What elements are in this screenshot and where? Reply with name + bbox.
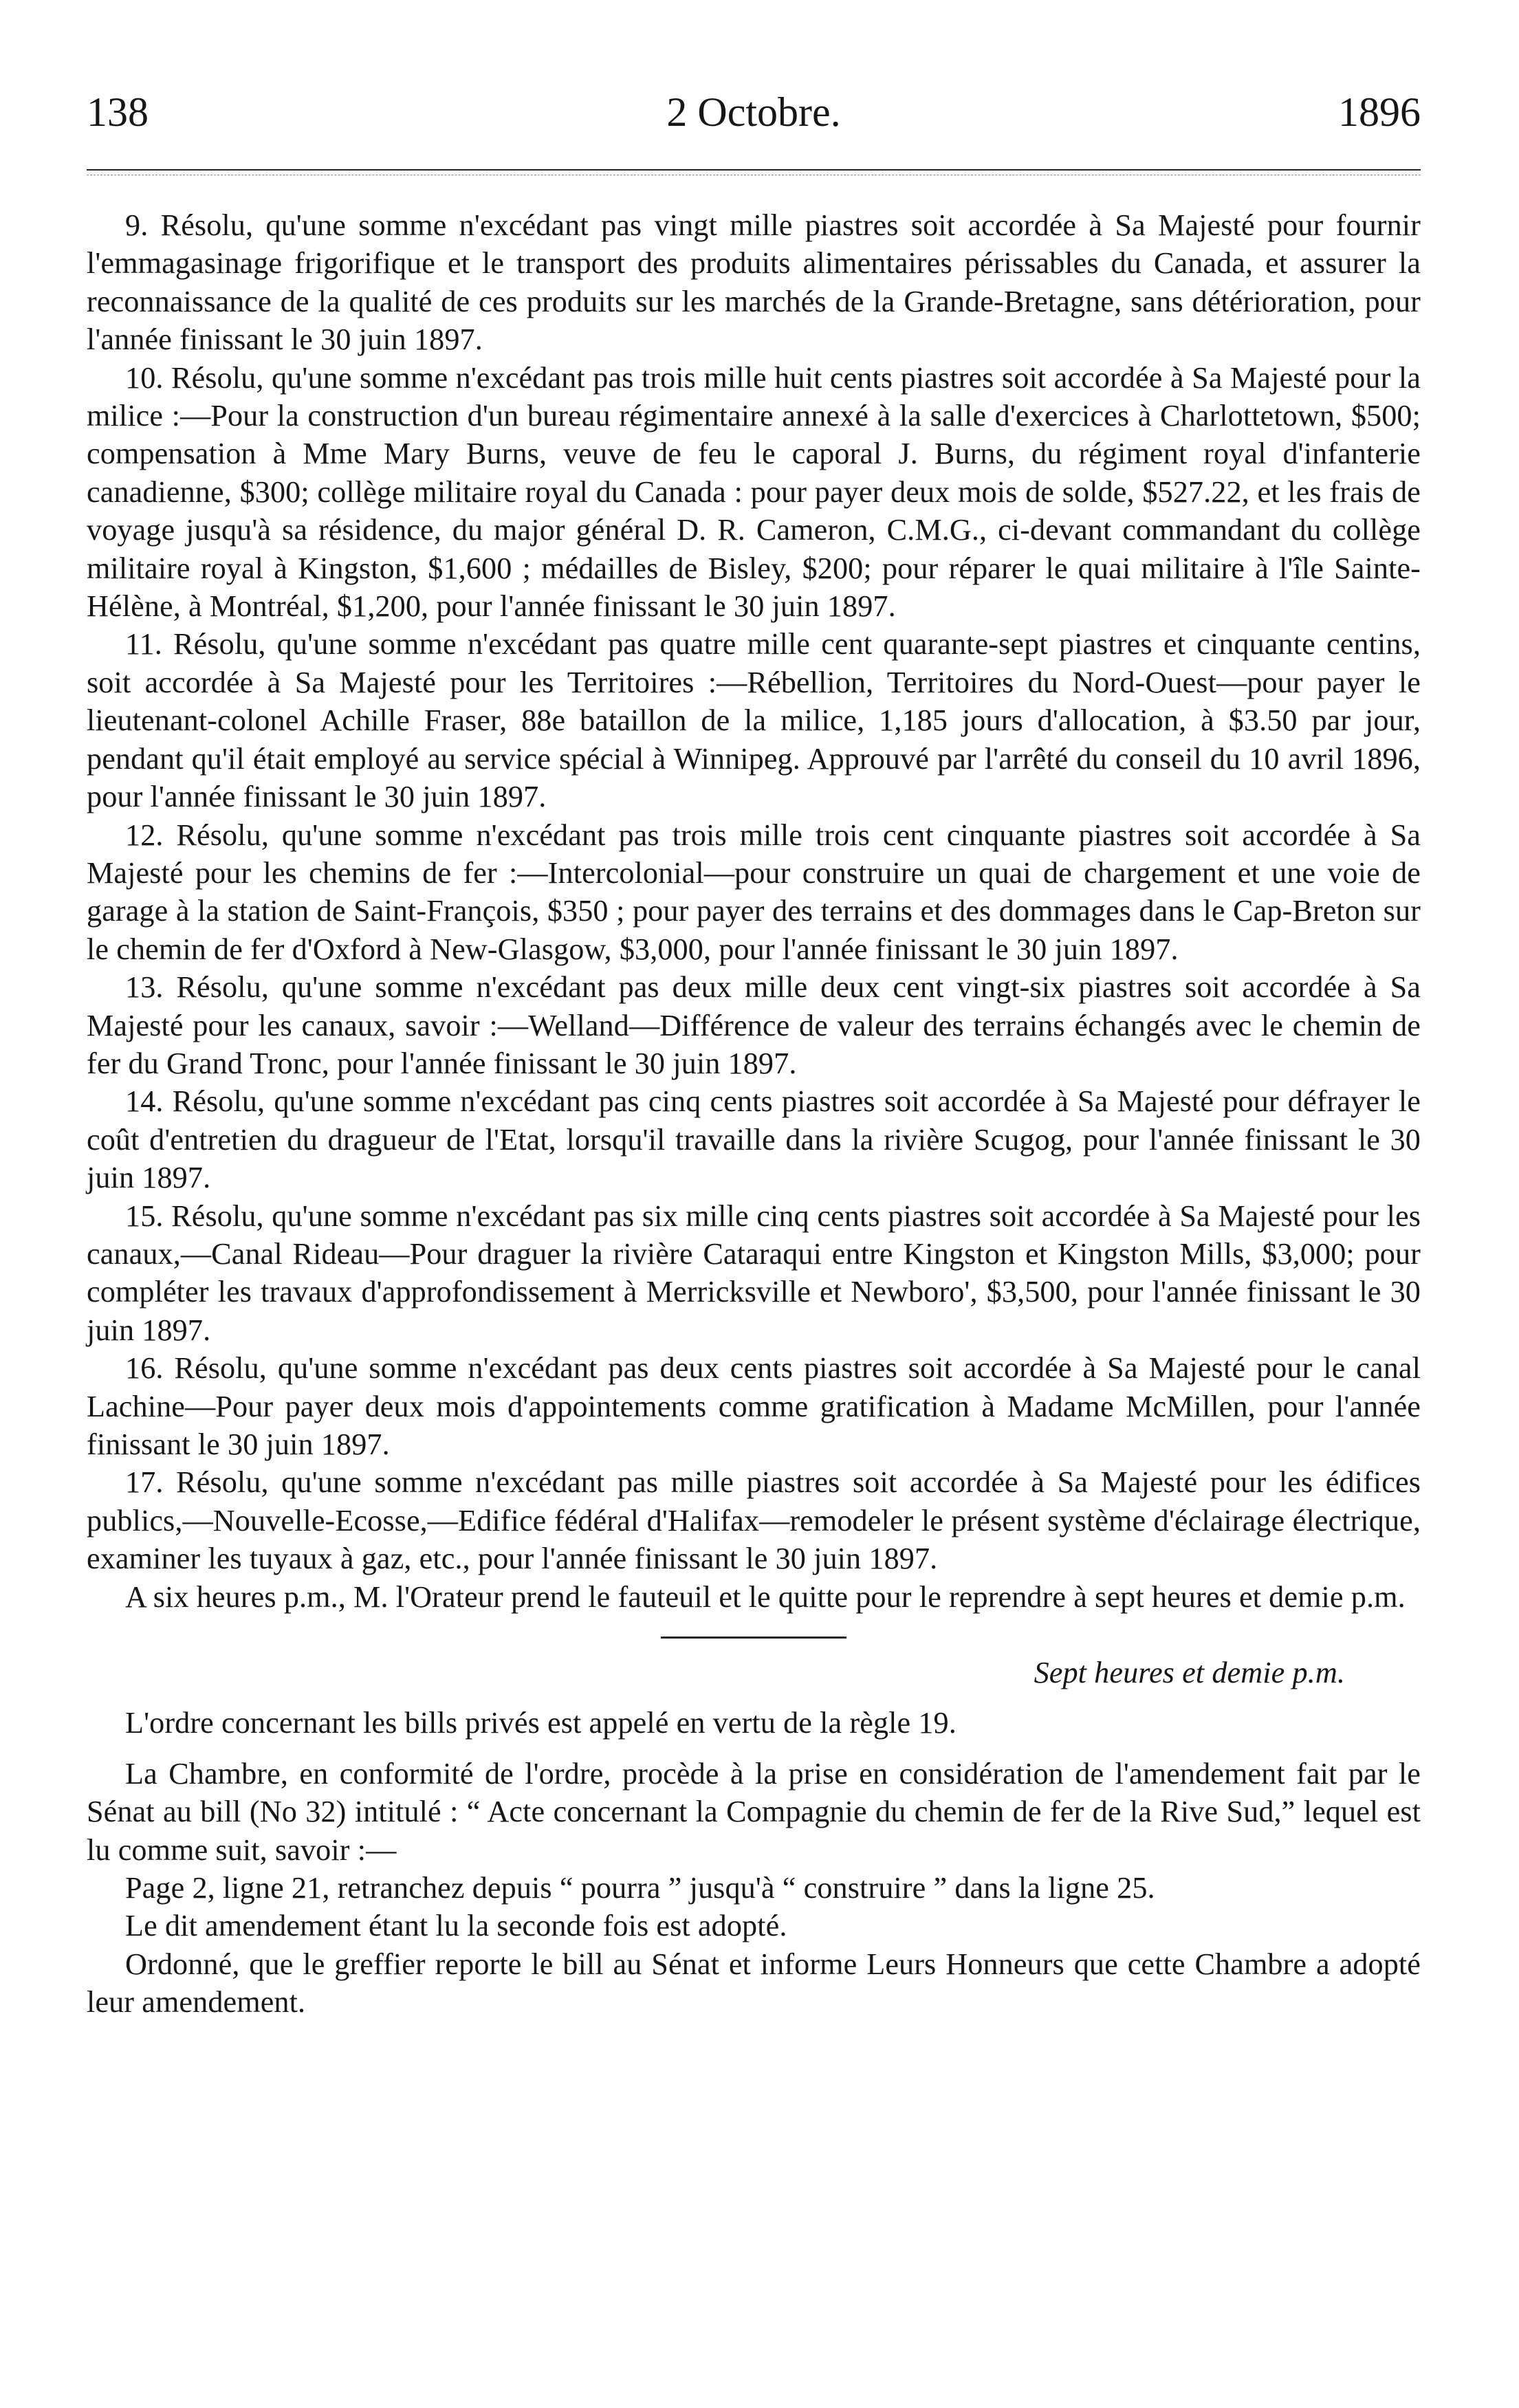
resolution-17: 17. Résolu, qu'une somme n'excédant pas mille piastres soit accordée à Sa Majesté pour les édifices publics,—Nouvelle-Ecosse,—Edifice fédéral d'Halifax—remodeler le présent système d'éclairage électrique, examiner les tuyaux à gaz, etc., pour l'année finissant le 30 juin 1897.	[87, 1465, 1421, 1576]
resolution-15: 15. Résolu, qu'une somme n'excédant pas six mille cinq cents piastres soit accordée à Sa Majesté pour les canaux,—Canal Rideau—Pour draguer la rivière Cataraqui entre Kingston et Kingston Mills, $3,000; pour compléter les travaux d'approfondissement à Merricksville et Newboro', $3,500, pour l'année finissant le 30 juin 1897.	[87, 1198, 1421, 1347]
spacer	[87, 1692, 1421, 1704]
resolution-9: 9. Résolu, qu'une somme n'excédant pas vingt mille piastres soit accordée à Sa Majesté pour fournir l'emmagasinage frigorifique et le transport des produits alimentaires périssables du Canada, et assurer la reconnaissance de la qualité de ces produits sur les marchés de la Grande-Bretagne, sans détérioration, pour l'année finissant le 30 juin 1897.	[87, 208, 1421, 357]
evening-paragraph: Page 2, ligne 21, retranchez depuis “ pourra ” jusqu'à “ construire ” dans la ligne 25.	[125, 1871, 1155, 1905]
section-separator	[661, 1637, 846, 1639]
spacer	[87, 1742, 1421, 1755]
evening-paragraph: La Chambre, en conformité de l'ordre, procède à la prise en considération de l'amendement fait par le Sénat au bill (No 32) intitulé : “ Acte concernant la Compagnie du chemin de fer de la Rive Sud,” lequel est lu comme suit, savoir :—	[87, 1756, 1421, 1867]
evening-paragraph: L'ordre concernant les bills privés est appelé en vertu de la règle 19.	[125, 1706, 957, 1740]
header-year: 1896	[1338, 89, 1421, 135]
evening-paragraph: Ordonné, que le greffier reporte le bill au Sénat et informe Leurs Honneurs que cette Chambre a adopté leur amendement.	[87, 1947, 1421, 2020]
evening-paragraph: Le dit amendement étant lu la seconde fois est adopté.	[125, 1909, 787, 1943]
resolution-12: 12. Résolu, qu'une somme n'excédant pas trois mille trois cent cinquante piastres soit accordée à Sa Majesté pour les chemins de fer :—Intercolonial—pour construire un quai de chargement et une voie de garage à la station de Saint-François, $350 ; pour payer des terrains et des dommages dans le Cap-Breton sur le chemin de fer d'Oxford à New-Glasgow, $3,000, pour l'année finissant le 30 juin 1897.	[87, 818, 1421, 966]
header-date: 2 Octobre.	[666, 89, 841, 135]
resolution-10: 10. Résolu, qu'une somme n'excédant pas trois mille huit cents piastres soit accordée à Sa Majesté pour la milice :—Pour la construction d'un bureau régimentaire annexé à la salle d'exercices à Charlottetown, $500; compensation à Mme Mary Burns, veuve de feu le caporal J. Burns, du régiment royal d'infanterie canadienne, $300; collège militaire royal du Canada : pour payer deux mois de solde, $527.22, et les frais de voyage jusqu'à sa résidence, du major général D. R. Cameron, C.M.G., ci-devant commandant du collège militaire royal à Kingston, $1,600 ; médailles de Bisley, $200; pour réparer le quai militaire à l'île Sainte-Hélène, à Montréal, $1,200, pour l'année finissant le 30 juin 1897.	[87, 360, 1421, 624]
resolution-11: 11. Résolu, qu'une somme n'excédant pas quatre mille cent quarante-sept piastres et cinquante centins, soit accordée à Sa Majesté pour les Territoires :—Rébellion, Territoires du Nord-Ouest—pour payer le lieutenant-colonel Achille Fraser, 88e bataillon de la milice, 1,185 jours d'allocation, à $3.50 par jour, pendant qu'il était employé au service spécial à Winnipeg. Approuvé par l'arrêté du conseil du 10 avril 1896, pour l'année finissant le 30 juin 1897.	[87, 627, 1421, 814]
adjournment-paragraph: A six heures p.m., M. l'Orateur prend le fauteuil et le quitte pour le reprendre à sept heures et demie p.m.	[125, 1579, 1406, 1614]
resolution-14: 14. Résolu, qu'une somme n'excédant pas cinq cents piastres soit accordée à Sa Majesté pour défrayer le coût d'entretien du dragueur de l'Etat, lorsqu'il travaille dans la rivière Scugog, pour l'année finissant le 30 juin 1897.	[87, 1084, 1421, 1195]
resolution-16: 16. Résolu, qu'une somme n'excédant pas deux cents piastres soit accordée à Sa Majesté pour le canal Lachine—Pour payer deux mois d'appointements comme gratification à Madame McMillen, pour l'année finissant le 30 juin 1897.	[87, 1351, 1421, 1461]
section-heading: Sept heures et demie p.m.	[1034, 1656, 1345, 1690]
header-rule	[87, 169, 1421, 171]
page-number: 138	[87, 89, 149, 135]
resolution-13: 13. Résolu, qu'une somme n'excédant pas deux mille deux cent vingt-six piastres soit accordée à Sa Majesté pour les canaux, savoir :—Welland—Différence de valeur des terrains échangés avec le chemin de fer du Grand Tronc, pour l'année finissant le 30 juin 1897.	[87, 970, 1421, 1080]
document-body	[87, 206, 1421, 2022]
page-header	[87, 81, 1421, 143]
